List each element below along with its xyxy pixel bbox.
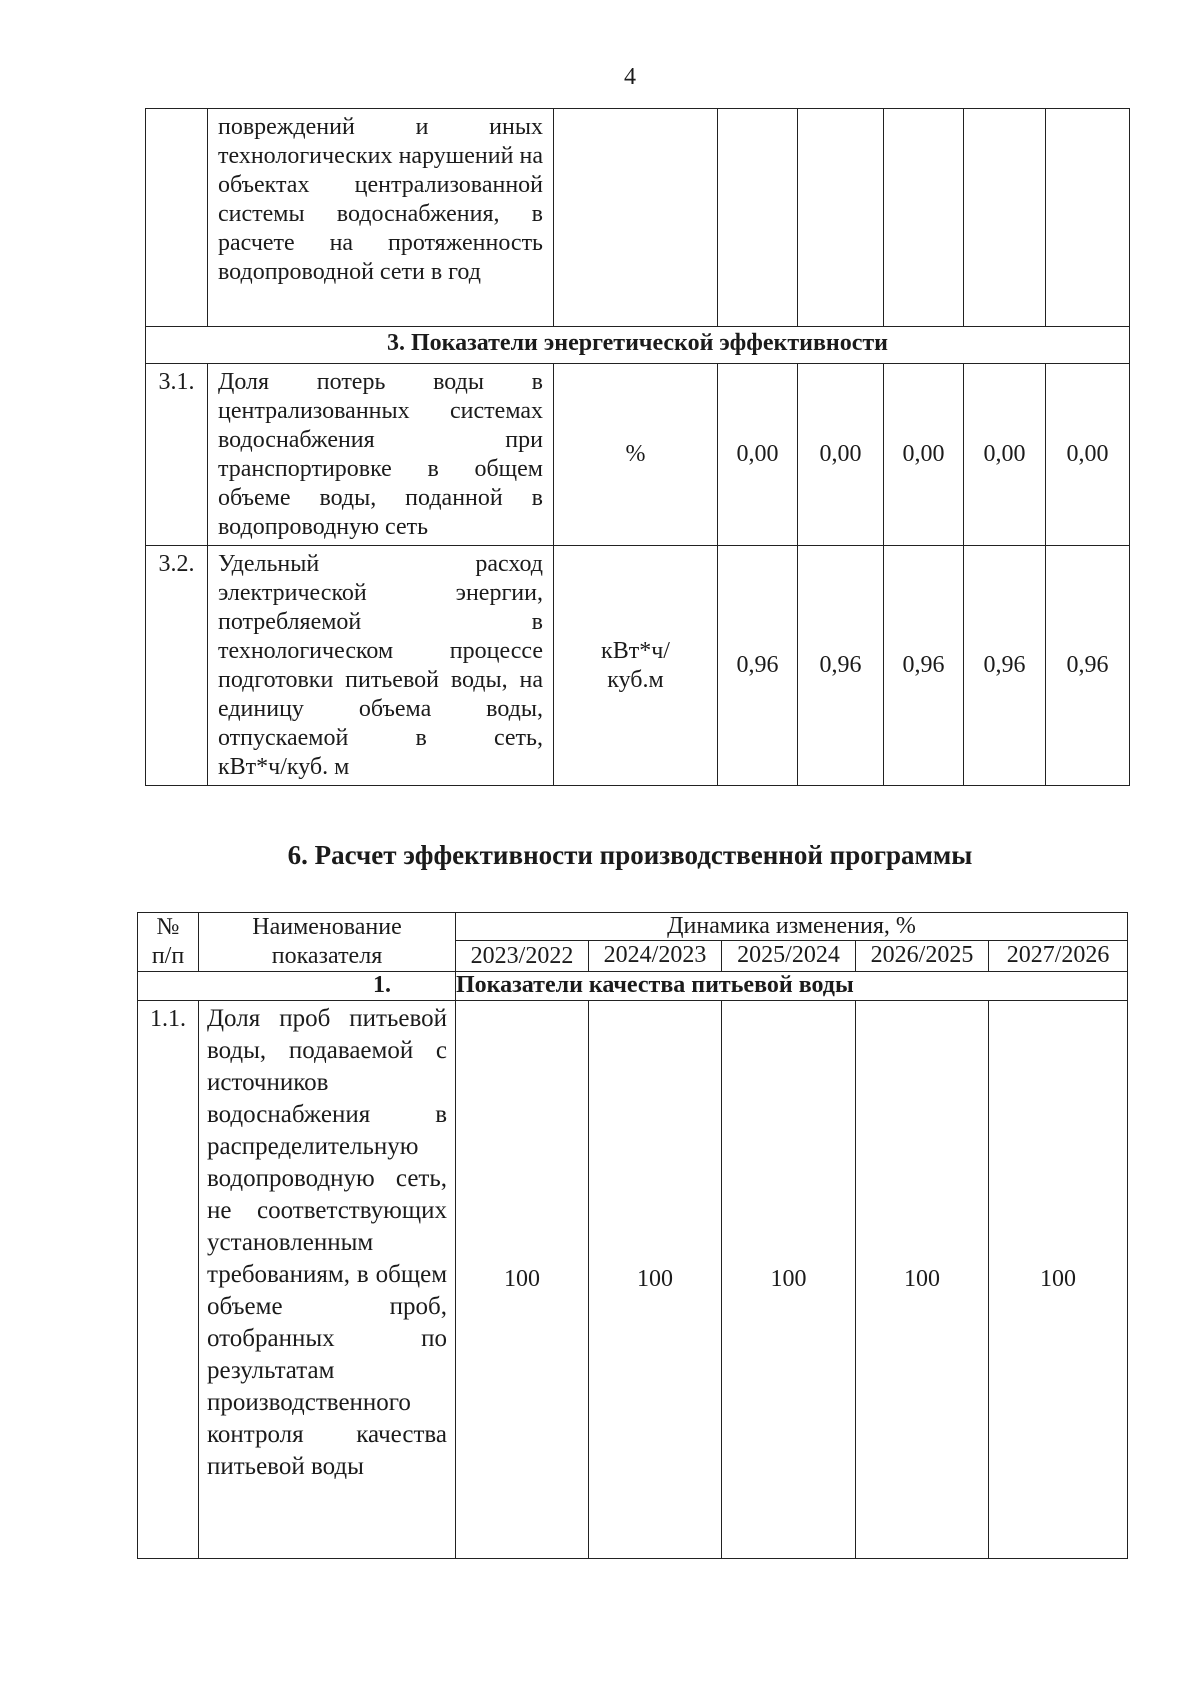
section-heading: 6. Расчет эффективности производственной программы — [287, 840, 973, 870]
unit-cell — [554, 109, 718, 327]
unit-cell: % — [554, 364, 718, 546]
row-number: 1.1. — [138, 1001, 199, 1559]
name-header: Наименование показателя — [199, 913, 456, 972]
value-cell: 0,00 — [1046, 364, 1130, 546]
value-cell: 0,00 — [964, 364, 1046, 546]
value-cell — [884, 109, 964, 327]
indicator-name: повреждений и иных технологических нарушений на объектах централизованной системы водоснабжения, в расчете на протяженность водопроводной сети в год — [208, 109, 554, 327]
num-header: № п/п — [138, 913, 199, 972]
value-cell: 0,00 — [884, 364, 964, 546]
indicator-name: Доля проб питьевой воды, подаваемой с источников водоснабжения в распределительную водопроводную сеть, не соответствующих установленным требованиям, в общем объеме проб, отобранных по результатам производственного контроля качества питьевой воды — [199, 1001, 456, 1559]
indicator-name: Доля потерь воды в централизованных системах водоснабжения при транспортировке в общем объеме воды, поданной в водопроводную сеть — [208, 364, 554, 546]
value-cell: 100 — [589, 1001, 722, 1559]
indicator-name: Удельный расход электрической энергии, потребляемой в технологическом процессе подготовки питьевой воды, на единицу объема воды, отпускаемой в сеть, кВт*ч/куб. м — [208, 546, 554, 786]
value-cell: 0,96 — [1046, 546, 1130, 786]
indicators-table — [145, 108, 1130, 786]
table-row — [138, 1001, 1128, 1559]
row-number: 3.2. — [146, 546, 208, 786]
section-title: Показатели качества питьевой воды — [456, 972, 1128, 1001]
value-cell — [964, 109, 1046, 327]
section-row — [138, 972, 1128, 1001]
value-cell: 0,96 — [718, 546, 798, 786]
value-cell: 100 — [456, 1001, 589, 1559]
dynamics-header: Динамика изменения, % — [456, 913, 1128, 941]
section-row — [146, 327, 1130, 364]
unit-cell: кВт*ч/ куб.м — [554, 546, 718, 786]
value-cell: 0,96 — [884, 546, 964, 786]
table-row — [146, 546, 1130, 786]
section-number: 1. — [138, 972, 456, 1001]
page-number: 4 — [624, 64, 636, 90]
value-cell: 0,96 — [798, 546, 884, 786]
value-cell: 0,96 — [964, 546, 1046, 786]
row-number: 3.1. — [146, 364, 208, 546]
period-header: 2027/2026 — [989, 940, 1128, 971]
value-cell: 100 — [989, 1001, 1128, 1559]
value-cell: 0,00 — [798, 364, 884, 546]
period-header: 2026/2025 — [856, 940, 989, 971]
efficiency-table — [137, 912, 1128, 1559]
section-title: 3. Показатели энергетической эффективности — [146, 327, 1130, 364]
value-cell: 100 — [722, 1001, 856, 1559]
value-cell — [798, 109, 884, 327]
table-row — [146, 109, 1130, 327]
value-cell: 100 — [856, 1001, 989, 1559]
row-number — [146, 109, 208, 327]
value-cell — [1046, 109, 1130, 327]
period-header: 2025/2024 — [722, 940, 856, 971]
period-header: 2023/2022 — [456, 940, 589, 971]
value-cell — [718, 109, 798, 327]
table-row — [146, 364, 1130, 546]
value-cell: 0,00 — [718, 364, 798, 546]
period-header: 2024/2023 — [589, 940, 722, 971]
header-row — [138, 913, 1128, 941]
